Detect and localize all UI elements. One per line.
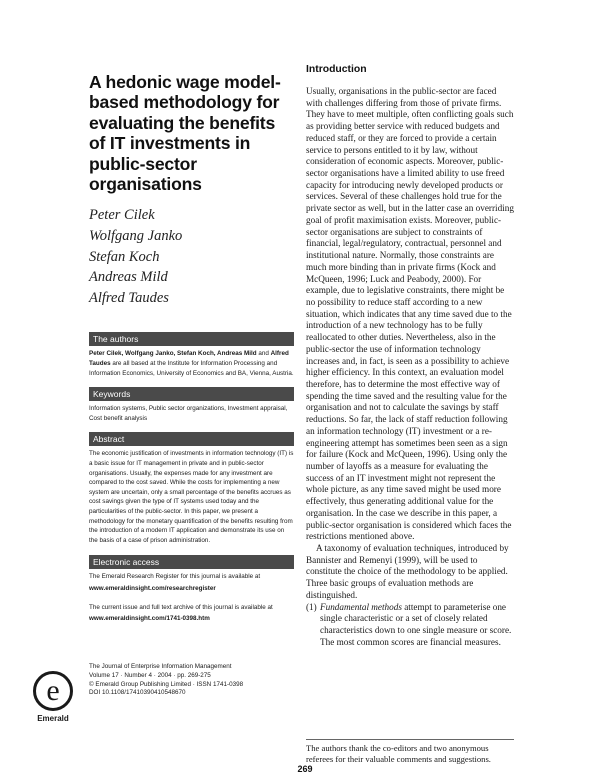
archive-link[interactable]: www.emeraldinsight.com/1741-0398.htm	[89, 615, 210, 623]
author-name: Peter Cilek	[89, 207, 155, 224]
copyright: © Emerald Group Publishing Limited · ISSN 1741-0398	[89, 680, 244, 688]
left-column	[89, 72, 294, 626]
abstract-text: The economic justification of investments in information technology (IT) is a basic issue for IT management in private and in public-sector organisations. Usually, the expenses made for any investment are compared to the cost saved. While the costs for implementing a new system are uncertain, only a small percentage of the benefits accrues as cost savings given the type of IT systems used today and the particularities of the public-sector. In this paper, we present a methodology for the monetary quantification of the benefits resulting from the introduction of a modern IT application and demonstrate its use on the basis of a case of prison administration.	[89, 450, 294, 544]
page-number: 269	[297, 764, 313, 774]
authors-affiliation: are all based at the Institute for Information Processing and Information Economics, University of Economics and BA, Vienna, Austria.	[89, 360, 294, 377]
body-text	[306, 86, 514, 649]
authors-bio-and: and	[258, 350, 271, 358]
keywords-heading: Keywords	[89, 387, 294, 401]
keywords-section	[89, 387, 294, 423]
author-list	[89, 205, 294, 308]
author-name: Andreas Mild	[89, 269, 168, 286]
list-term: Fundamental methods	[320, 601, 402, 612]
archive-text: The current issue and full text archive of this journal is available at	[89, 603, 273, 611]
list-text: attempt to parameterise one single characteristic or a set of closely related characteristics down to one single measure or score. The most common scores are financial measures.	[320, 601, 512, 647]
author-name: Stefan Koch	[89, 248, 160, 265]
list-number: (1)	[306, 601, 317, 612]
paragraph: Usually, organisations in the public-sector are faced with challenges differing from those of private firms. They have to meet multiple, often conflicting goals such as providing better service with reduced budgets and reduced staff, or they are forced to provide a certain service to persons entitled to it by law, without consideration of economic aspects. Moreover, public-sector organisations have a limited ability to use freed capacity for introducing newly developed products or services. Several of these challenges hold true for the private sector as well, but in the latter case an overriding goal of profit maximisation exists. Moreover, public-sector organisations are subject to constraints of financial, legal/regulatory, contractual, personnel and institutional nature. Normally, those constraints are much more binding than in private firms (Kock and McQueen, 1996; Luck and Peabody, 2000). For example, due to legislative constraints, there might be no possibility to reduce staff according to a new situation, which indicates that any time saved due to the introduction of a new technology has to be fully reallocated to other duties. Nevertheless, also in the public-sector the use of information technology increases and, in fact, is seen as a possibility to achieve higher efficiency. In this context, an evaluation model therefore, has to determine the most effective way of spending the time saved and the resulting value for the organisation and not to calculate the savings by staff reductions. So far, the lack of staff reduction following an information technology (IT) investment or a re-engineering attempt has sometimes been seen as a sign for failure (Kock and McQueen, 1996). Using only the number of layoffs as a measure for evaluating the success of an IT investment might not represent the whole picture, as any time saved might be used more effectively, thus generating additional value for the organisation. In the case we describe in this paper, a public-sector organisation is considered which faces the restrictions mentioned above.	[306, 86, 514, 542]
keywords-text: Information systems, Public sector organizations, Investment appraisal, Cost benefit analysis	[89, 405, 288, 422]
abstract-heading: Abstract	[89, 432, 294, 446]
emerald-e-icon: e	[33, 671, 73, 711]
electronic-access-section	[89, 555, 294, 623]
intro-heading: Introduction	[306, 64, 367, 75]
authors-bio-last: Alfred Taudes	[89, 350, 289, 367]
electronic-access-heading: Electronic access	[89, 555, 294, 569]
paper-title: A hedonic wage model-based methodology for evaluating the benefits of IT investments in public-sector organisations	[89, 72, 281, 195]
author-name: Alfred Taudes	[89, 289, 169, 306]
emerald-logo	[30, 671, 76, 753]
register-text: The Emerald Research Register for this journal is available at	[89, 573, 261, 581]
journal-info	[89, 663, 294, 698]
register-link[interactable]: www.emeraldinsight.com/researchregister	[89, 584, 216, 592]
author-name: Wolfgang Janko	[89, 228, 183, 245]
logo-text: Emerald	[37, 714, 69, 723]
acknowledgement: The authors thank the co-editors and two anonymous referees for their valuable comments and suggestions.	[306, 739, 514, 765]
doi: DOI 10.1108/17410390410548670	[89, 689, 186, 697]
journal-volume: Volume 17 · Number 4 · 2004 · pp. 269-275	[89, 671, 211, 679]
paragraph: A taxonomy of evaluation techniques, introduced by Bannister and Remenyi (1999), will be used to constitute the choice of the methodology to be applied. Three basic groups of evaluation methods are distinguished.	[306, 543, 509, 600]
journal-name: The Journal of Enterprise Information Management	[89, 663, 232, 670]
abstract-section	[89, 432, 294, 545]
authors-bio-names: Peter Cilek, Wolfgang Janko, Stefan Koch, Andreas Mild	[89, 350, 257, 358]
main-column	[306, 63, 514, 649]
authors-heading: The authors	[89, 332, 294, 346]
authors-section	[89, 332, 294, 378]
list-item	[306, 602, 514, 649]
authors-bio	[89, 349, 294, 378]
